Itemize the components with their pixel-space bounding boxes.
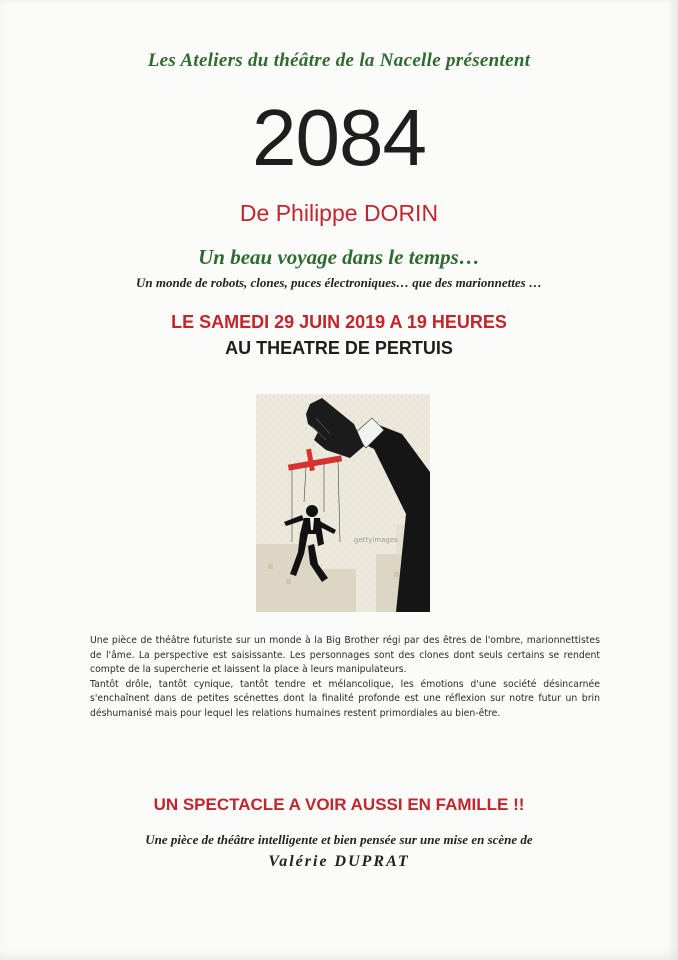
event-venue: AU THEATRE DE PERTUIS <box>225 338 453 358</box>
play-title: 2084 <box>252 93 426 182</box>
presenter-line: Les Ateliers du théâtre de la Nacelle présentent <box>147 50 531 71</box>
description-paragraph: Une pièce de théâtre futuriste sur un monde à la Big Brother régi par des êtres de l'ombre, marionnettistes de l'âme. La perspective est saisissante. Les personnages sont des clones dont seuls certains se rendent compte de la supercherie et laissent la place à leurs manipulateurs. <box>90 635 600 676</box>
author-line: De Philippe DORIN <box>239 200 439 226</box>
tagline: Un beau voyage dans le temps… <box>198 245 480 269</box>
description-paragraph: Tantôt drôle, tantôt cynique, tantôt tendre et mélancolique, les émotions d'une société désincarnée s'enchaînent dans de petites scénettes dont la finalité profonde est une réflexion sur notre futur un brin déshumanisé mais pour lequel les relations humaines restent primordiales au bien-être. <box>90 678 600 719</box>
puppeteer-illustration <box>256 394 430 612</box>
direction-note: Une pièce de théâtre intelligente et bien pensée sur une mise en scène de <box>145 832 533 847</box>
play-description <box>90 634 600 722</box>
family-note: UN SPECTACLE A VOIR AUSSI EN FAMILLE !! <box>153 795 525 814</box>
tagline-subtitle: Un monde de robots, clones, puces électroniques… que des marionnettes … <box>136 275 542 290</box>
director-name: Valérie DUPRAT <box>268 853 410 870</box>
image-watermark: gettyimages <box>354 536 398 544</box>
event-date: LE SAMEDI 29 JUIN 2019 A 19 HEURES <box>171 312 507 332</box>
